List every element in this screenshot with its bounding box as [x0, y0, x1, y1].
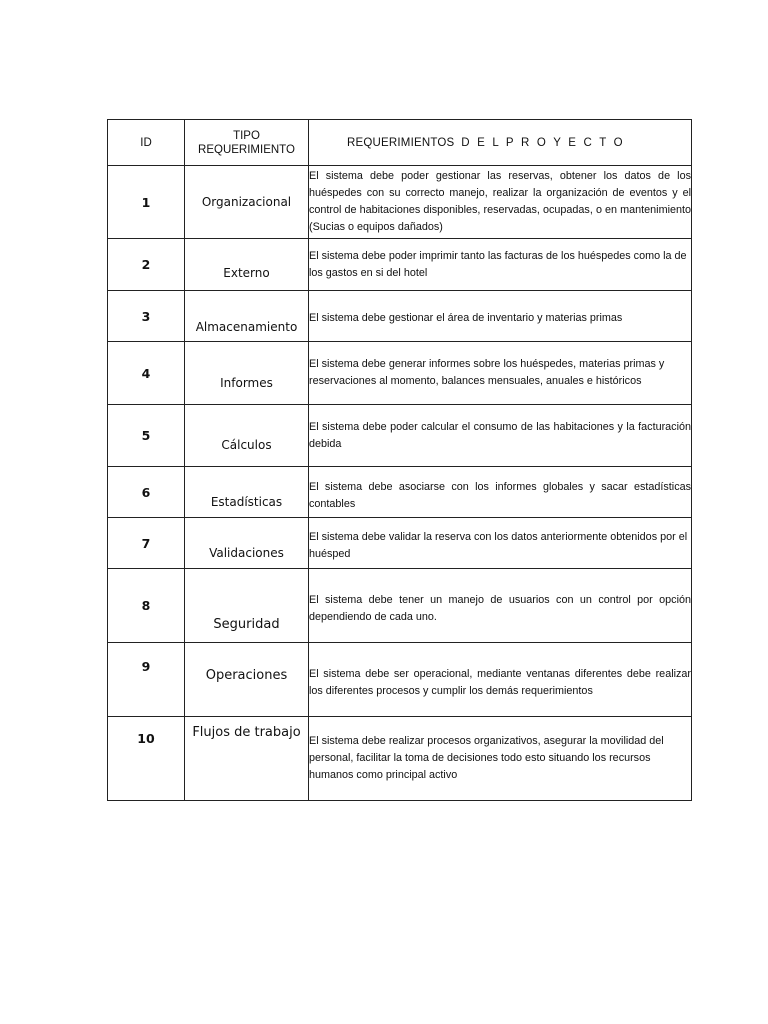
row-id: 10: [108, 717, 185, 801]
row-tipo: Organizacional: [185, 166, 309, 239]
row-tipo: Operaciones: [185, 643, 309, 717]
row-tipo: Externo: [185, 239, 309, 291]
row-id: 8: [108, 569, 185, 643]
table-row: [108, 518, 692, 569]
header-tipo-line1: TIPO: [233, 129, 260, 142]
row-tipo: Validaciones: [185, 518, 309, 569]
row-description: El sistema debe ser operacional, mediante ventanas diferentes debe realizar los diferentes procesos y cumplir los demás requerimientos: [309, 643, 692, 717]
row-tipo: Seguridad: [185, 569, 309, 643]
row-description: El sistema debe gestionar el área de inventario y materias primas: [309, 291, 692, 342]
row-description: El sistema debe realizar procesos organizativos, asegurar la movilidad del personal, facilitar la toma de decisiones todo esto situando los recursos humanos como principal activo: [309, 717, 692, 801]
table-row: [108, 166, 692, 239]
row-description: El sistema debe asociarse con los informes globales y sacar estadísticas contables: [309, 467, 692, 518]
row-tipo: Flujos de trabajo: [185, 717, 309, 801]
table-row: [108, 643, 692, 717]
row-description: El sistema debe poder gestionar las reservas, obtener los datos de los huéspedes con su correcto manejo, realizar la organización de eventos y el control de habitaciones disponibles, reservadas, ocupadas, o en mantenimiento (Sucias o equipos dañados): [309, 166, 692, 239]
row-id: 1: [108, 166, 185, 239]
table-row: [108, 405, 692, 467]
table-row: [108, 569, 692, 643]
row-id: 5: [108, 405, 185, 467]
row-description: El sistema debe poder calcular el consumo de las habitaciones y la facturación debida: [309, 405, 692, 467]
row-description: El sistema debe generar informes sobre los huéspedes, materias primas y reservaciones al momento, balances mensuales, anuales e históricos: [309, 342, 692, 405]
row-id: 3: [108, 291, 185, 342]
header-description: [309, 120, 692, 166]
header-tipo-line2: REQUERIMIENTO: [198, 143, 295, 156]
row-id: 9: [108, 643, 185, 717]
row-tipo: Estadísticas: [185, 467, 309, 518]
header-tipo: [185, 120, 309, 166]
row-description: El sistema debe poder imprimir tanto las facturas de los huéspedes como la de los gastos en si del hotel: [309, 239, 692, 291]
row-id: 7: [108, 518, 185, 569]
table-row: [108, 467, 692, 518]
table-row: [108, 239, 692, 291]
table-row: [108, 291, 692, 342]
table-row: [108, 717, 692, 801]
row-id: 6: [108, 467, 185, 518]
requirements-table: [107, 119, 692, 801]
row-tipo: Almacenamiento: [185, 291, 309, 342]
row-id: 2: [108, 239, 185, 291]
row-id: 4: [108, 342, 185, 405]
row-tipo: Cálculos: [185, 405, 309, 467]
header-desc-prefix: REQUERIMIENTOS: [347, 136, 455, 149]
header-id: ID: [108, 120, 185, 166]
header-row: [108, 120, 692, 166]
header-desc-spaced: D E L P R O Y E C T O: [461, 136, 625, 149]
table-row: [108, 342, 692, 405]
row-description: El sistema debe tener un manejo de usuarios con un control por opción dependiendo de cada uno.: [309, 569, 692, 643]
row-description: El sistema debe validar la reserva con los datos anteriormente obtenidos por el huésped: [309, 518, 692, 569]
row-tipo: Informes: [185, 342, 309, 405]
